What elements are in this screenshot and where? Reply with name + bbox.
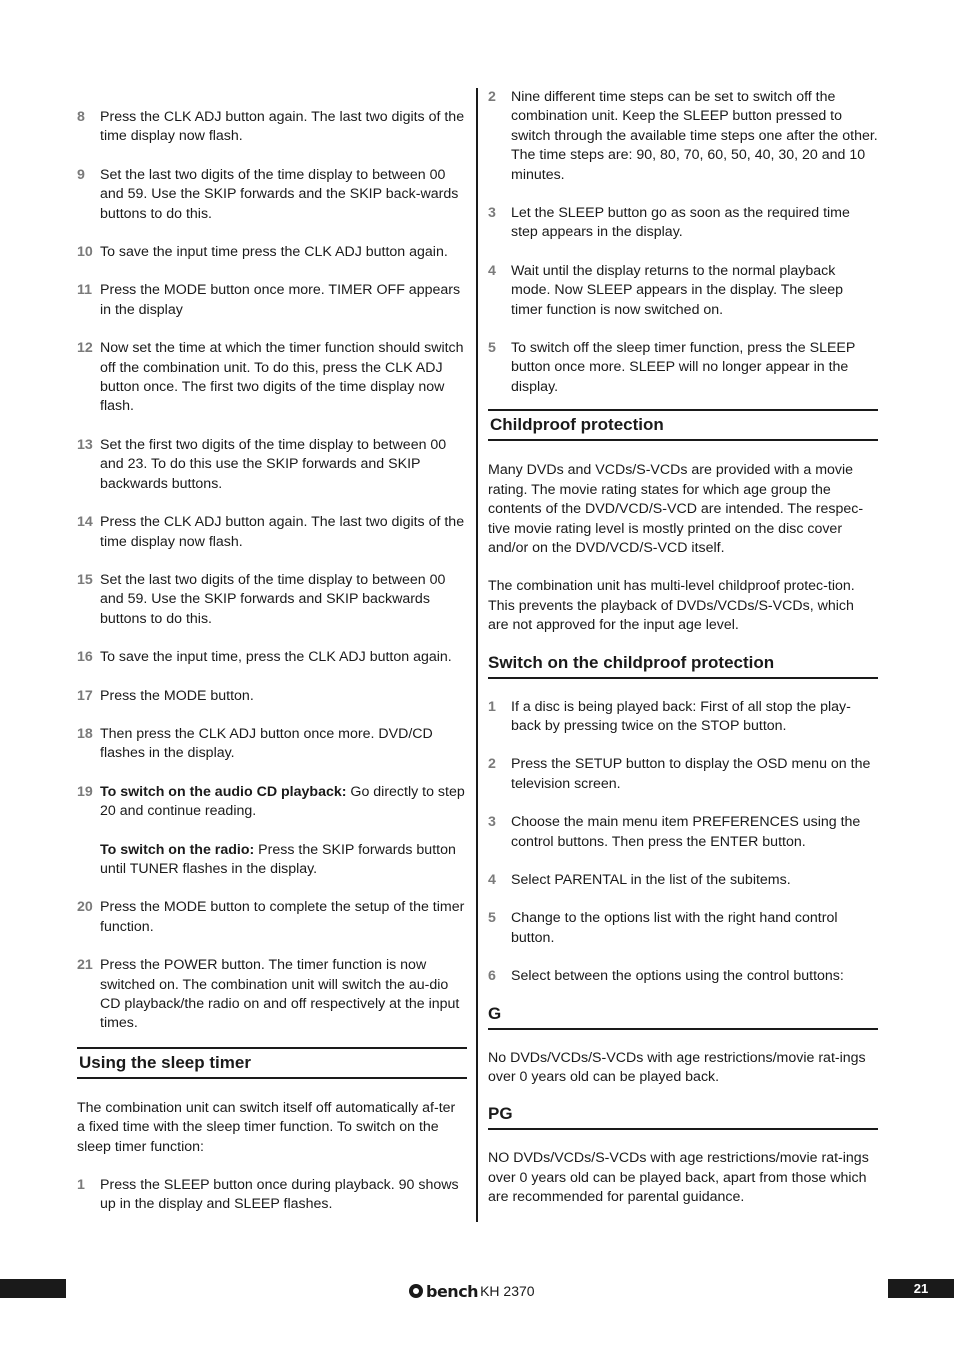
list-item-step-3 [488, 204, 878, 243]
step-bold-label: To switch on the radio: [100, 841, 255, 858]
step-text: Set the first two digits of the time display to between 00 and 23. To do this use the SKIP forwards and SKIP backwards buttons. [100, 436, 447, 492]
step-number: 12 [77, 340, 93, 357]
list-item-step-16 [77, 648, 467, 667]
step-number: 1 [488, 698, 496, 715]
footer-brand [409, 1281, 535, 1301]
brand-logo-text: bench [426, 1281, 479, 1301]
section-heading-pg: PG [488, 1100, 878, 1130]
step-number: 17 [77, 687, 93, 704]
step-number: 6 [488, 968, 496, 985]
step-text: If a disc is being played back: First of all stop the play-back by pressing twice on the STOP button. [511, 698, 851, 734]
section-heading-childproof: Childproof protection [488, 409, 878, 441]
step-text: Now set the time at which the timer function should switch off the combination unit. To do this, press the CLK ADJ button once. The first two digits of the time display now flash. [100, 340, 464, 415]
list-item-step-4 [488, 871, 878, 890]
step-number: 8 [77, 109, 85, 125]
step-number: 14 [77, 514, 93, 531]
section-heading-sleep-timer: Using the sleep timer [77, 1047, 467, 1079]
step-text: Press the SETUP button to display the OSD menu on the television screen. [511, 756, 871, 792]
step-text: Let the SLEEP button go as soon as the required time step appears in the display. [511, 205, 850, 241]
step-number: 18 [77, 725, 93, 742]
step-text: Set the last two digits of the time display to between 00 and 59. Use the SKIP forwards and the SKIP back-wards buttons to do this. [100, 166, 459, 222]
step-number: 15 [77, 571, 93, 588]
list-item-step-14 [77, 513, 467, 552]
step-number: 2 [488, 89, 496, 105]
step-text: To save the input time, press the CLK ADJ button again. [100, 649, 452, 666]
sleep-steps-list-continued [488, 88, 878, 397]
childproof-steps-list [488, 698, 878, 987]
step-number: 11 [77, 282, 92, 299]
step-text: Select PARENTAL in the list of the subitems. [511, 871, 791, 888]
step-text: Press the SKIP forwards button until TUNER flashes in the display. [100, 841, 456, 877]
left-column [77, 88, 467, 1234]
step-number: 21 [77, 957, 93, 974]
timer-steps-list [77, 108, 467, 764]
list-item-step-11 [77, 281, 467, 320]
step-text: Set the last two digits of the time display to between 00 and 59. Use the SKIP forwards and SKIP backwards buttons to do this. [100, 571, 446, 627]
list-item-step-6 [488, 967, 878, 986]
step-text: Press the MODE button to complete the setup of the timer function. [100, 899, 465, 935]
list-item-step-1 [488, 698, 878, 737]
step-number: 9 [77, 166, 85, 183]
list-item-step-5 [488, 339, 878, 397]
step-text: Then press the CLK ADJ button once more. DVD/CD flashes in the display. [100, 725, 433, 762]
step-text: Change to the options list with the right hand control button. [511, 910, 838, 946]
step-number: 3 [488, 205, 496, 222]
childproof-paragraph-2: The combination unit has multi-level childproof protec-tion. This prevents the playback of DVDs/VCDs/S-VCDs, which are not approved for the input age level. [488, 578, 855, 634]
list-item-step-3 [488, 813, 878, 852]
timer-steps-list-continued [77, 898, 467, 1033]
step-number: 5 [488, 340, 496, 357]
step-text: Choose the main menu item PREFERENCES using the control buttons. Then press the ENTER button. [511, 814, 861, 850]
step-text: Nine different time steps can be set to switch off the combination unit. Keep the SLEEP button pressed to switch through the available time steps one after the other. The time steps are: 90, 80, 70, 60, 50, 40, 30, 20 and 10 minutes. [511, 89, 878, 183]
step-number: 20 [77, 899, 93, 916]
list-item-step-1 [77, 1176, 467, 1215]
list-item-step-18 [77, 725, 467, 764]
step-text: Go directly to step 20 and continue reading. [100, 783, 465, 820]
list-item-step-8 [77, 108, 467, 147]
section-heading-g: G [488, 1000, 878, 1030]
footer-bar-left [0, 1279, 66, 1298]
step-number: 5 [488, 910, 496, 927]
step-text: Select between the options using the control buttons: [511, 968, 844, 985]
step-number: 16 [77, 649, 93, 666]
step-number: 3 [488, 814, 496, 831]
step-text: To save the input time press the CLK ADJ button again. [100, 244, 448, 261]
list-item-step-21 [77, 956, 467, 1034]
list-item-step-2 [488, 755, 878, 794]
step-text: Press the MODE button once more. TIMER OFF appears in the display [100, 282, 461, 318]
list-item-step-5 [488, 909, 878, 948]
step-number: 4 [488, 871, 496, 888]
g-rating-paragraph: No DVDs/VCDs/S-VCDs with age restrictions/movie rat-ings over 0 years old can be played back. [488, 1049, 866, 1085]
list-item-step-13 [77, 436, 467, 494]
list-item-step-15 [77, 571, 467, 629]
step-text: Press the MODE button. [100, 687, 254, 704]
step-text: Press the CLK ADJ button again. The last two digits of the time display now flash. [100, 514, 465, 550]
list-item-step-4 [488, 262, 878, 320]
section-heading-switch-childproof: Switch on the childproof protection [488, 649, 878, 679]
page-number: 21 [888, 1279, 954, 1298]
step-text: Press the CLK ADJ button again. The last two digits of the time display now flash. [100, 109, 465, 145]
list-item-step-9 [77, 166, 467, 224]
step-number: 4 [488, 262, 496, 279]
list-item-step-12 [77, 339, 467, 417]
childproof-paragraph-1: Many DVDs and VCDs/S-VCDs are provided with a movie rating. The movie rating states for which age group the contents of the DVD/VCD/S-VCD are intended. The respec-tive movie rating level is mostly printed on the disc cover and/or on the DVD/VCD/S-VCD itself. [488, 462, 864, 556]
pg-rating-paragraph: NO DVDs/VCDs/S-VCDs with age restrictions/movie rat-ings over 0 years old can be played back, apart from those which are recommended for parental guidance. [488, 1150, 869, 1206]
step-text: Wait until the display returns to the normal playback mode. Now SLEEP appears in the display. The sleep timer function is now switched on. [511, 262, 844, 318]
brand-logo-icon [409, 1284, 423, 1298]
sleep-steps-list [77, 1176, 467, 1215]
list-item-step-2 [488, 88, 878, 185]
step-number: 2 [488, 756, 496, 773]
step-text: Press the SLEEP button once during playback. 90 shows up in the display and SLEEP flashes. [100, 1177, 459, 1213]
step-number: 13 [77, 436, 93, 453]
step-number: 19 [77, 783, 93, 800]
step-bold-label: To switch on the audio CD playback: [100, 783, 347, 800]
step-number: 10 [77, 244, 93, 261]
list-item-step-10 [77, 243, 467, 262]
step-text: Press the POWER button. The timer function is now switched on. The combination unit will switch the au-dio CD playback/the radio on and off respectively at the input times. [100, 957, 460, 1032]
step-text: To switch off the sleep timer function, press the SLEEP button once more. SLEEP will no longer appear in the display. [511, 340, 856, 395]
list-item-step-17 [77, 687, 467, 706]
sleep-intro-paragraph: The combination unit can switch itself off automatically af-ter a fixed time with the sleep timer function. To switch on the sleep timer function: [77, 1099, 456, 1155]
model-number: KH 2370 [480, 1283, 535, 1299]
right-column [488, 88, 878, 1227]
column-divider [476, 88, 478, 1222]
step-number: 1 [77, 1177, 85, 1194]
list-item-step-20 [77, 898, 467, 937]
list-item-step-19 [77, 783, 467, 880]
